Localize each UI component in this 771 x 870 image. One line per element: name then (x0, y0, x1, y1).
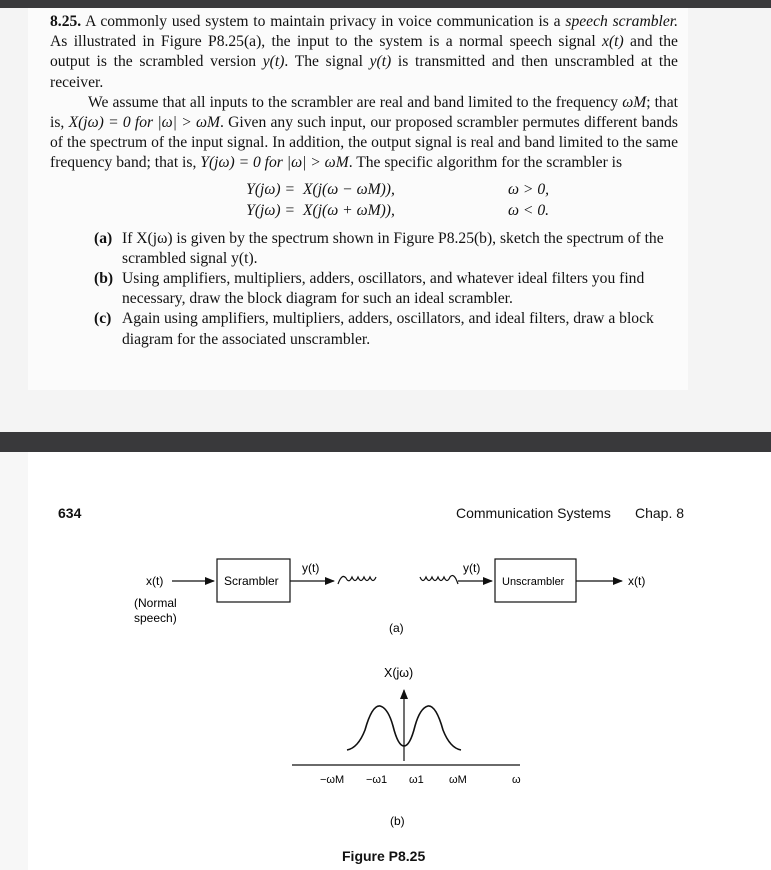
tick-w1: ω1 (409, 774, 424, 786)
eq2-lhs: Y(jω) = (246, 201, 295, 219)
part-a-label: (a) (94, 229, 113, 247)
part-a-figure-label: (a) (389, 621, 404, 635)
tick-neg-wm: −ωM (320, 774, 345, 786)
eq2-rhs: X(j(ω + ωM)), (303, 201, 395, 219)
input-note-2: speech) (134, 611, 177, 625)
problem-number: 8.25. (50, 13, 82, 30)
para1-yt2: y(t) (369, 53, 392, 71)
eq1-condition: ω > 0, (508, 180, 550, 198)
eq1-lhs: Y(jω) = (246, 180, 295, 198)
y-label-2: y(t) (463, 561, 481, 575)
tick-neg-w1: −ω1 (366, 774, 388, 786)
para2-text-b: ; that is, (50, 93, 678, 132)
para2-text-a: We assume that all inputs to the scrambler are real and band limited to the frequency (88, 93, 623, 111)
para1-text-a: A commonly used system to maintain privacy in voice communication is a (81, 13, 566, 30)
para1-text-e: is transmitted and then unscrambled at the receiver. (50, 53, 678, 91)
para1-yt: y(t) (262, 53, 285, 71)
speech-scrambler-term: speech scrambler. (565, 13, 679, 30)
scrambler-label: Scrambler (224, 574, 279, 588)
para1-xt: x(t) (602, 33, 624, 51)
output-label: x(t) (628, 574, 646, 588)
part-b-figure-label: (b) (390, 814, 405, 828)
para2-condition-2: Y(jω) = 0 for |ω| > ωM (200, 154, 349, 172)
para2-text-d: . The specific algorithm for the scrambler is (348, 154, 623, 172)
axis-omega-label: ω (512, 774, 521, 786)
figure-caption: Figure P8.25 (342, 848, 426, 864)
receive-wave-icon (420, 576, 458, 584)
part-b-text: Using amplifiers, multipliers, adders, oscillators, and whatever ideal filters you find necessary, draw the block diagram for such an ideal scrambler. (122, 270, 645, 308)
input-note-1: (Normal (134, 596, 177, 610)
eq2-condition: ω < 0. (508, 201, 550, 219)
input-label: x(t) (146, 574, 164, 588)
running-head: Communication Systems (456, 505, 611, 521)
spectrum-label: X(jω) (384, 666, 414, 680)
para1-text-b: As illustrated in Figure P8.25(a), the input to the system is a normal speech signal (50, 33, 603, 51)
part-c-label: (c) (94, 310, 112, 328)
page-number: 634 (58, 505, 82, 521)
eq1-rhs: X(j(ω − ωM)), (303, 180, 395, 198)
transmit-wave-icon (338, 576, 376, 584)
para2-text-c: . Given any such input, our proposed scrambler permutes different bands of the spectrum of the input signal. In addition, the output signal is real and band limited to the same frequency band; that is, (50, 114, 678, 172)
part-c-text: Again using amplifiers, multipliers, adders, oscillators, and ideal filters, draw a block diagram for the associated unscrambler. (122, 310, 654, 348)
para1-text-c: and the output is the scrambled version (50, 33, 678, 71)
para1-text-d: . The signal (284, 53, 370, 71)
para2-condition-1: X(jω) = 0 for |ω| > ωM (68, 114, 220, 132)
unscrambler-label: Unscrambler (502, 576, 565, 588)
tick-wm: ωM (449, 774, 467, 786)
chapter-label: Chap. 8 (635, 505, 685, 521)
part-a-text: If X(jω) is given by the spectrum shown in Figure P8.25(b), sketch the spectrum of the scrambled signal y(t). (122, 229, 664, 267)
part-b-label: (b) (94, 270, 114, 288)
y-label-1: y(t) (302, 561, 320, 575)
para2-wm: ωM (622, 93, 647, 111)
